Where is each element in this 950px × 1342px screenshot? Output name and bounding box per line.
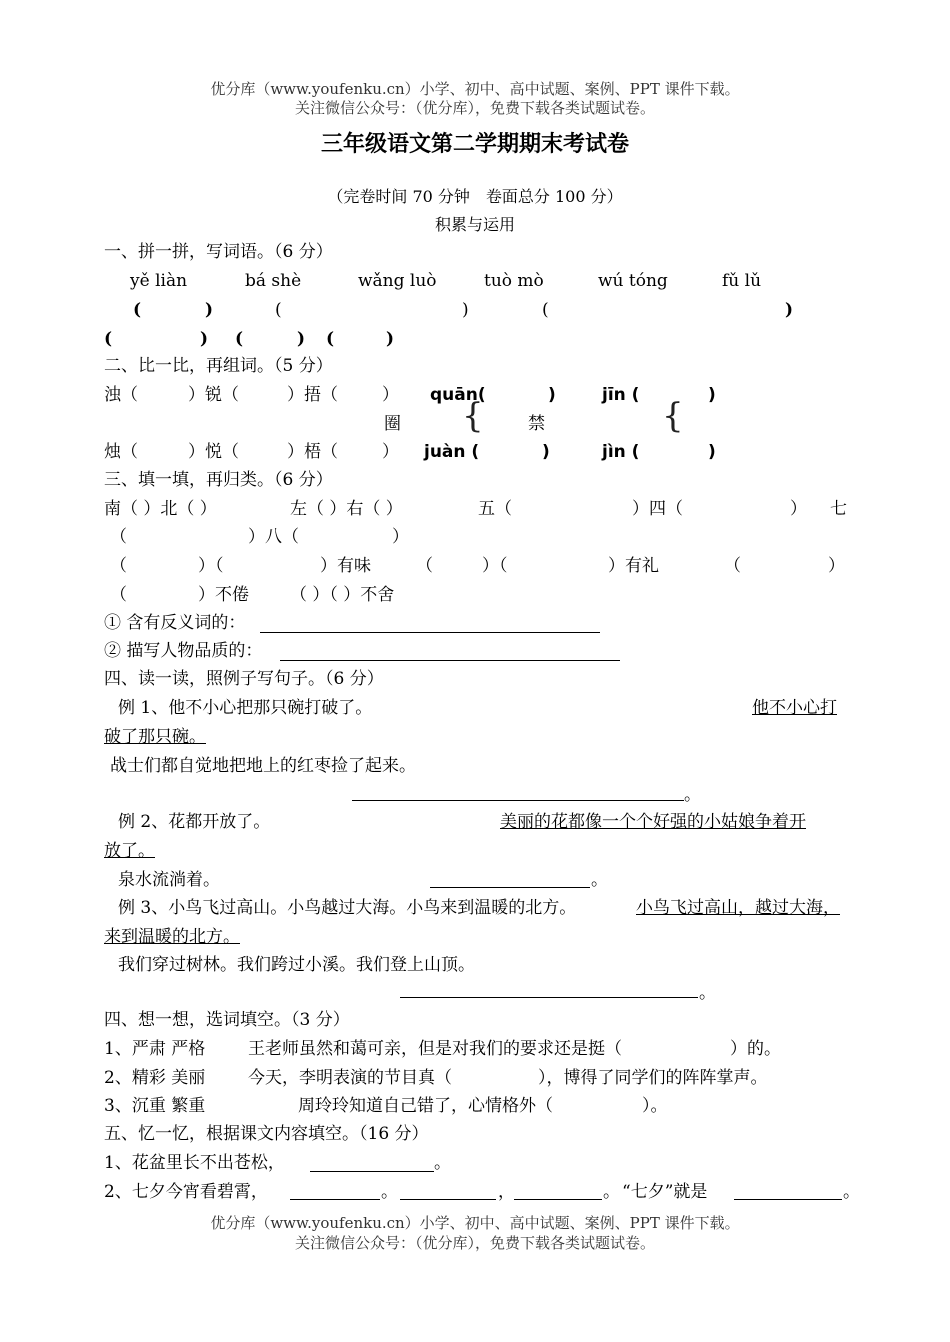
q3-r1-qi: 七 (830, 499, 847, 519)
brace-icon: { (662, 396, 684, 436)
q5-item-2-end: ），博得了同学们的阵阵掌声。 (538, 1068, 768, 1088)
q1-blank-4-close: ) (200, 329, 209, 349)
q3-category-2: ② 描写人物品质的： (104, 641, 263, 661)
q1-pinyin-5: wú tóng (598, 271, 668, 291)
q4-sentence-2-answer-line[interactable] (430, 887, 590, 888)
q2-row1-b: ）锐（ (188, 385, 239, 405)
q1-pinyin-1: yě liàn (130, 271, 188, 291)
q2-row1-c: ）捂（ (287, 385, 338, 405)
q5-item-3-end: ）。 (642, 1096, 668, 1116)
q5-item-1-options: 1、严肃 严格 (104, 1039, 206, 1059)
q4-example-3-answer: 小鸟飞过高山，越过大海， (636, 898, 840, 918)
q2-char-jin: 禁 (528, 414, 545, 434)
q3-r4-open[interactable]: （ (110, 585, 127, 605)
q3-r3-mid1[interactable]: ）（ (198, 556, 224, 576)
q6-item-1-blank[interactable] (310, 1171, 434, 1172)
page-title: 三年级语文第二学期期末考试卷 (320, 131, 629, 157)
q1-blank-4-open[interactable]: ( (104, 329, 113, 349)
q4-example-3: 例 3、小鸟飞过高山。小鸟越过大海。小鸟来到温暖的北方。 (118, 898, 577, 918)
q2-juan-close: ) (542, 442, 550, 462)
q3-r3-youli: ）有礼 (608, 556, 659, 576)
q1-pinyin-3: wǎng luò (358, 271, 437, 291)
q4-sentence-3-answer-line[interactable] (400, 997, 698, 998)
q5-item-1-end: ）的。 (730, 1039, 781, 1059)
q4-example-2-answer-cont: 放了。 (104, 841, 155, 861)
q3-category-1-answer-line[interactable] (260, 632, 600, 633)
q4-sentence-3: 我们穿过树林。我们跨过小溪。我们登上山顶。 (118, 955, 475, 975)
header-line-2: 关注微信公众号：（优分库），免费下载各类试题试卷。 (294, 99, 655, 117)
footer-line-1: 优分库（www.youfenku.cn）小学、初中、高中试题、案例、PPT 课件下载。 (210, 1214, 740, 1232)
q6-item-2-blank-2[interactable] (400, 1199, 496, 1200)
q5-heading: 四、想一想，选词填空。（3 分） (104, 1010, 350, 1030)
header-line-1: 优分库（www.youfenku.cn）小学、初中、高中试题、案例、PPT 课件下载。 (210, 80, 740, 98)
q3-r1-wu[interactable]: 五（ (478, 499, 512, 519)
q3-r4-bujuan: ）不倦 (198, 585, 249, 605)
q1-blank-5-close: ) (297, 329, 306, 349)
q3-r2-close: ） (392, 527, 409, 547)
q6-item-2-blank-4[interactable] (734, 1199, 842, 1200)
q4-example-1-answer: 他不小心打 (752, 698, 837, 718)
q4-sentence-1-answer-line[interactable] (352, 800, 684, 801)
q3-heading: 三、填一填，再归类。（6 分） (104, 470, 333, 490)
q3-r1-close: ） (790, 499, 807, 519)
q3-r1-zuoyou[interactable]: 左（ ）右（ ） (290, 499, 403, 519)
q2-jin4-close: ) (708, 442, 716, 462)
q5-item-2-options: 2、精彩 美丽 (104, 1068, 206, 1088)
q1-blank-5-open[interactable]: ( (235, 329, 244, 349)
q1-blank-6-open[interactable]: ( (326, 329, 335, 349)
q1-blank-1-open[interactable]: ( (133, 300, 142, 320)
q6-item-1: 1、花盆里长不出苍松， (104, 1153, 285, 1173)
q2-char-quan: 圈 (384, 414, 401, 434)
q2-row2-b: ）悦（ (188, 442, 239, 462)
q4-sentence-2: 泉水流淌着。 (118, 870, 220, 890)
q4-heading: 四、读一读，照例子写句子。（6 分） (104, 669, 384, 689)
q6-item-2: 2、七夕今宵看碧霄， (104, 1182, 268, 1202)
q5-item-1-text: 王老师虽然和蔼可亲，但是对我们的要求还是挺（ (248, 1039, 622, 1059)
q2-jin1-close: ) (708, 385, 716, 405)
q1-blank-1-close: ) (205, 300, 214, 320)
q6-item-2-comma: ， (498, 1182, 515, 1202)
q3-r3-youwei: ）有味 (320, 556, 371, 576)
q5-item-3-text: 周玲玲知道自己错了，心情格外（ (298, 1096, 553, 1116)
q4-example-1: 例 1、他不小心把那只碗打破了。 (118, 698, 373, 718)
q3-r3-mid2[interactable]: ）（ (482, 556, 508, 576)
q4-sentence-1: 战士们都自觉地把地上的红枣捡了起来。 (110, 756, 416, 776)
q6-item-2-qixi: “七夕”就是 (622, 1182, 708, 1202)
q2-heading: 二、比一比，再组词。（5 分） (104, 356, 333, 376)
q4-example-2: 例 2、花都开放了。 (118, 812, 271, 832)
q6-item-2-blank-1[interactable] (290, 1199, 380, 1200)
q3-category-1: ① 含有反义词的： (104, 613, 246, 633)
q4-sentence-3-period: 。 (699, 983, 716, 1003)
q3-r4-bushe[interactable]: （ ）（ ）不舍 (290, 585, 395, 605)
q4-example-3-answer-cont: 来到温暖的北方。 (104, 927, 240, 947)
q1-blank-3-close: ) (785, 300, 794, 320)
brace-icon: { (462, 396, 484, 436)
q5-item-3-options: 3、沉重 繁重 (104, 1096, 206, 1116)
q5-item-2-text: 今天，李明表演的节目真（ (248, 1068, 452, 1088)
q4-example-2-answer: 美丽的花都像一个个好强的小姑娘争着开 (500, 812, 806, 832)
q2-row2-c: ）梧（ (287, 442, 338, 462)
q2-row1-d: ） (382, 385, 399, 405)
exam-subtitle: （完卷时间 70 分钟 卷面总分 100 分） (327, 187, 623, 206)
q6-item-2-blank-3[interactable] (514, 1199, 602, 1200)
q3-r1-nanbei[interactable]: 南（ ）北（ ） (104, 499, 217, 519)
q1-heading: 一、拼一拼，写词语。（6 分） (104, 242, 333, 262)
q6-item-2-period-1: 。 (381, 1182, 398, 1202)
q2-juan-pinyin[interactable]: juàn ( (424, 442, 480, 462)
q1-blank-2-open[interactable]: ( (275, 300, 282, 320)
q2-row2-a: 烛（ (104, 442, 138, 462)
q1-blank-6-close: ) (386, 329, 395, 349)
q3-r1-si[interactable]: ）四（ (632, 499, 683, 519)
q3-category-2-answer-line[interactable] (280, 660, 620, 661)
q2-jin1-pinyin[interactable]: jīn ( (602, 385, 640, 405)
q3-r3-close3: ） (828, 556, 845, 576)
q6-item-2-period-3: 。 (843, 1182, 860, 1202)
q3-r3-open3[interactable]: （ (724, 556, 741, 576)
q2-row1-a: 浊（ (104, 385, 138, 405)
q1-blank-3-open[interactable]: ( (542, 300, 549, 320)
q3-r2-ba[interactable]: ）八（ (248, 527, 299, 547)
q2-jin4-pinyin[interactable]: jìn ( (602, 442, 640, 462)
q2-row2-d: ） (382, 442, 399, 462)
q4-sentence-1-period: 。 (684, 785, 701, 805)
q3-r2-open[interactable]: （ (110, 527, 127, 547)
q1-pinyin-2: bá shè (245, 271, 302, 291)
q4-example-1-answer-cont: 破了那只碗。 (104, 727, 206, 747)
q3-r3-open1[interactable]: （ (110, 556, 127, 576)
q2-quan-close: ) (548, 385, 556, 405)
q6-heading: 五、忆一忆，根据课文内容填空。（16 分） (104, 1124, 429, 1144)
q3-r3-open2[interactable]: （ (416, 556, 433, 576)
footer-line-2: 关注微信公众号：（优分库），免费下载各类试题试卷。 (294, 1234, 655, 1252)
q4-sentence-2-period: 。 (591, 870, 608, 890)
q1-blank-2-close: ) (462, 300, 469, 320)
q6-item-2-period-2: 。 (603, 1182, 620, 1202)
q1-pinyin-4: tuò mò (484, 271, 544, 291)
part-title: 积累与运用 (434, 215, 515, 234)
q6-item-1-period: 。 (434, 1153, 451, 1173)
q1-pinyin-6: fǔ lǔ (722, 271, 762, 291)
q2-quan-pinyin[interactable]: quān( (430, 385, 486, 405)
